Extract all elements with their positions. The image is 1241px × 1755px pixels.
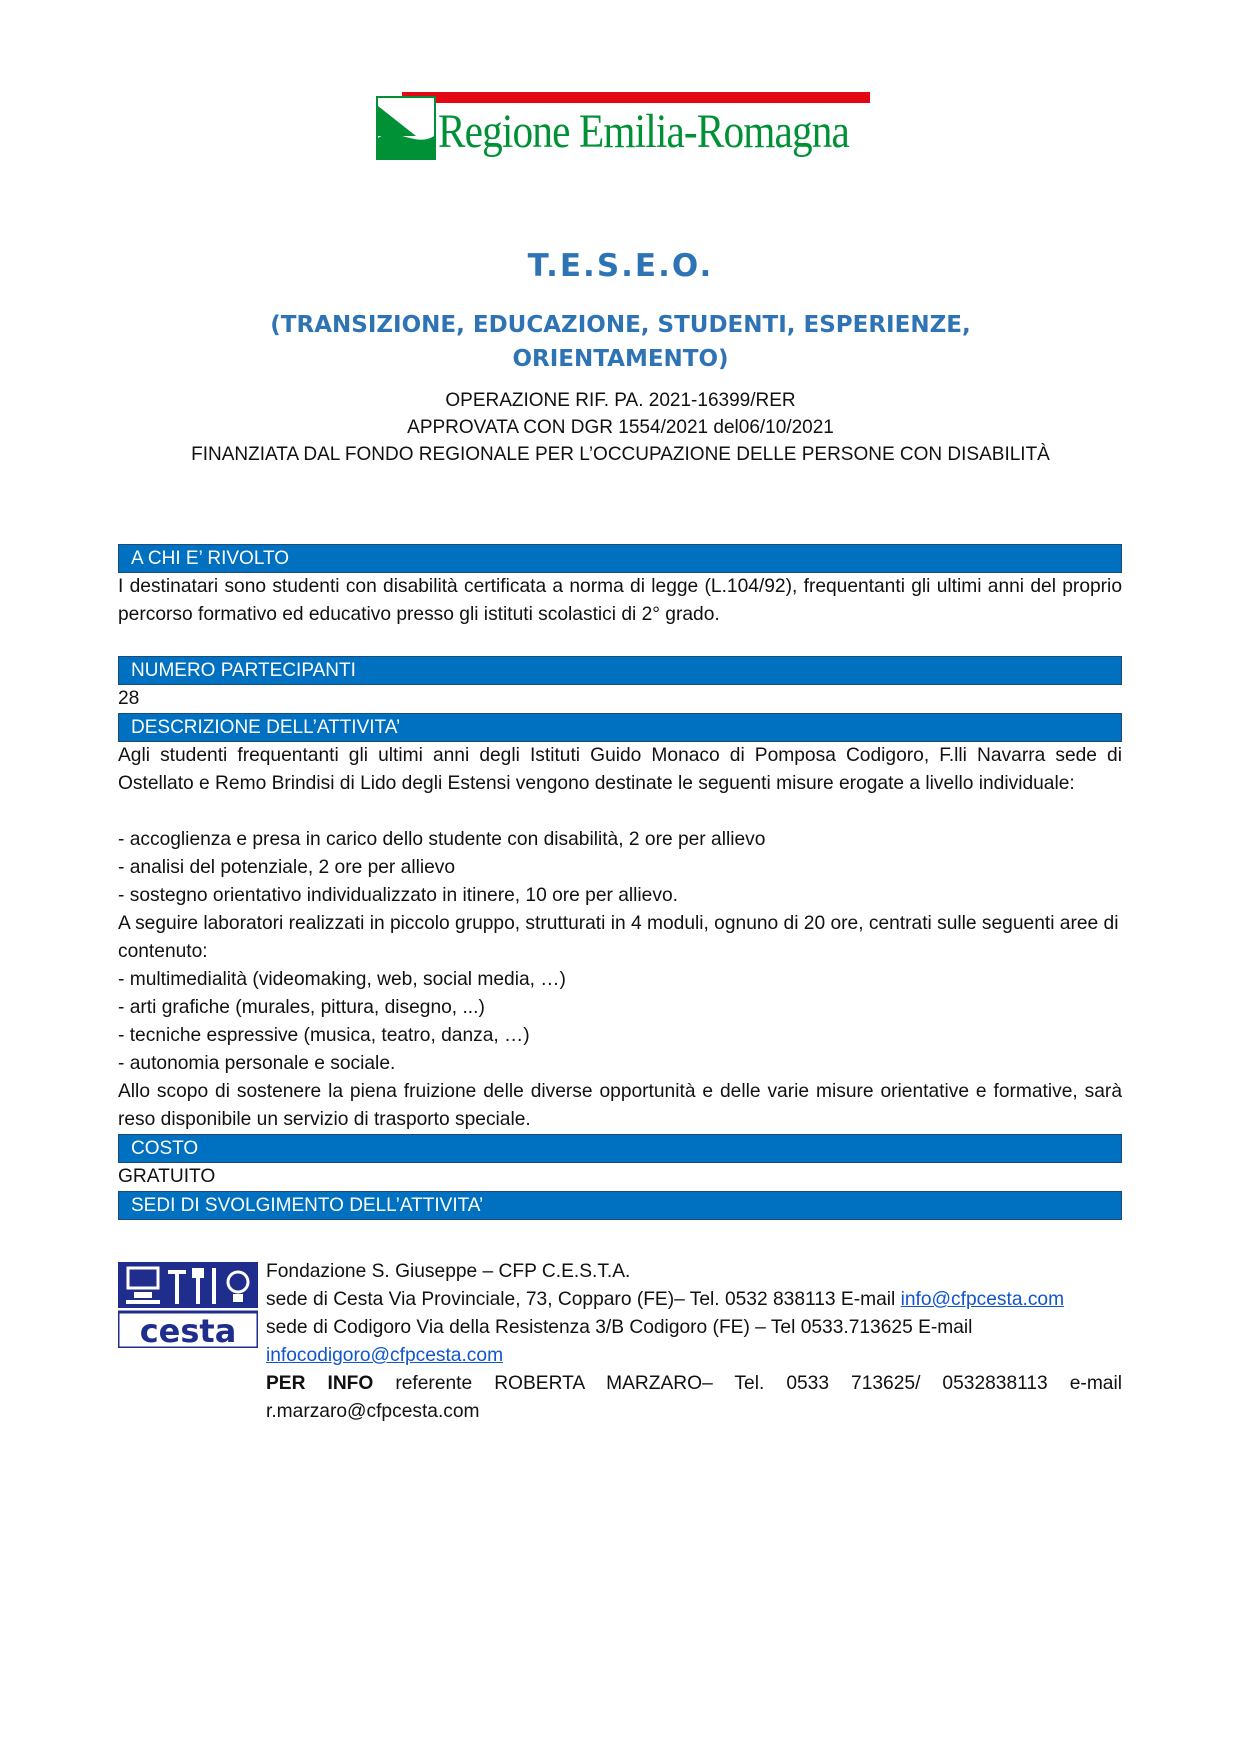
regione-logo — [376, 92, 870, 166]
section-heading-cost: COSTO — [118, 1134, 1122, 1163]
section-heading-venues: SEDI DI SVOLGIMENTO DELL’ATTIVITA’ — [118, 1191, 1122, 1220]
regione-logo-text: Regione Emilia-Romagna — [438, 105, 849, 158]
sede-codigoro: sede di Codigoro Via della Resistenza 3/B Codigoro (FE) – Tel 0533.713625 E-mail — [266, 1317, 973, 1338]
email-link-codigoro[interactable]: infocodigoro@cfpcesta.com — [266, 1345, 504, 1366]
info-contact — [266, 1370, 1122, 1426]
logo-red-bar — [402, 92, 870, 103]
lab-item: - autonomia personale e sociale. — [118, 1053, 396, 1074]
sede-codigoro-email — [266, 1342, 1122, 1370]
section-heading-description: DESCRIZIONE DELL’ATTIVITA’ — [118, 713, 1122, 742]
email-link-info[interactable]: info@cfpcesta.com — [900, 1289, 1065, 1310]
info-label: PER INFO — [266, 1373, 374, 1394]
info-text: referente ROBERTA MARZARO– Tel. 0533 713625/ 0532838113 e-mail r.marzaro@cfpcesta.com — [266, 1373, 1122, 1422]
measure-item: - accoglienza e presa in carico dello studente con disabilità, 2 ore per allievo — [118, 829, 766, 850]
cesta-logo — [118, 1262, 258, 1348]
participants-value: 28 — [118, 688, 140, 709]
sede1-name: Cesta — [333, 1289, 384, 1310]
sede1-rest: Via Provinciale, 73, Copparo (FE)– Tel. 0532 838113 E-mail — [383, 1289, 901, 1310]
section-heading-participants: NUMERO PARTECIPANTI — [118, 656, 1122, 685]
operation-funding: FINANZIATA DAL FONDO REGIONALE PER L’OCCUPAZIONE DELLE PERSONE CON DISABILITÀ — [191, 444, 1050, 465]
section-heading-target: A CHI E’ RIVOLTO — [118, 544, 1122, 573]
lab-item: - multimedialità (videomaking, web, social media, …) — [118, 969, 566, 990]
page-title: T.E.S.E.O. — [527, 248, 714, 284]
labs-intro: A seguire laboratori realizzati in piccolo gruppo, strutturati in 4 moduli, ognuno di 20 ore, centrati sulle seguenti aree di contenuto: — [118, 913, 1119, 962]
cesta-logo-text: cesta — [139, 1312, 237, 1348]
measure-item: - analisi del potenziale, 2 ore per allievo — [118, 857, 456, 878]
sede-cesta — [266, 1286, 1122, 1314]
lab-item: - tecniche espressive (musica, teatro, danza, …) — [118, 1025, 530, 1046]
measure-item: - sostegno orientativo individualizzato in itinere, 10 ore per allievo. — [118, 885, 678, 906]
regione-flag-icon — [376, 96, 436, 160]
cost-value: GRATUITO — [118, 1166, 216, 1187]
description-closing: Allo scopo di sostenere la piena fruizione delle diverse opportunità e delle varie misure orientative e formative, sarà reso disponibile un servizio di trasporto speciale. — [118, 1081, 1122, 1130]
org-name: Fondazione S. Giuseppe – CFP C.E.S.T.A. — [266, 1261, 631, 1282]
description-intro: Agli studenti frequentanti gli ultimi anni degli Istituti Guido Monaco di Pomposa Codigoro, F.lli Navarra sede di Ostellato e Remo Brindisi di Lido degli Estensi vengono destinate le seguenti misure erogate a livello individuale: — [118, 745, 1122, 794]
page-subtitle: (TRANSIZIONE, EDUCAZIONE, STUDENTI, ESPERIENZE, ORIENTAMENTO) — [270, 312, 971, 372]
operation-approval: APPROVATA CON DGR 1554/2021 del06/10/2021 — [407, 417, 834, 438]
lab-item: - arti grafiche (murales, pittura, disegno, ...) — [118, 997, 485, 1018]
operation-ref: OPERAZIONE RIF. PA. 2021-16399/RER — [445, 390, 796, 411]
sede1-prefix: sede di — [266, 1289, 334, 1310]
target-text: I destinatari sono studenti con disabilità certificata a norma di legge (L.104/92), frequentanti gli ultimi anni del proprio percorso formativo ed educativo presso gli istituti scolastici di 2° grado. — [118, 576, 1122, 625]
